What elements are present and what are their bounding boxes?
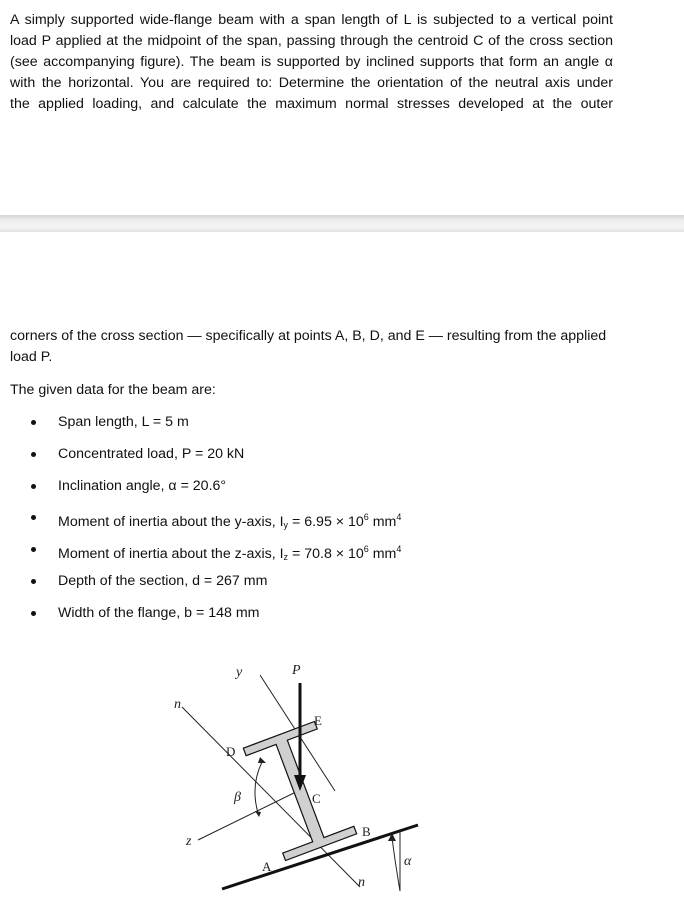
- problem-line: load P applied at the midpoint of the span, passing through the centroid C of the cross section: [10, 33, 613, 49]
- bullet-icon: [31, 420, 36, 425]
- label-n-bottom: n: [358, 875, 365, 890]
- problem-line: (see accompanying figure). The beam is supported by inclined supports that form an angle α: [10, 54, 613, 70]
- label-P: P: [292, 663, 301, 678]
- problem-paragraph-2: corners of the cross section — specifically at points A, B, D, and E — resulting from the applied load P.: [10, 328, 607, 365]
- label-A: A: [262, 859, 272, 874]
- z-axis-line: [198, 790, 300, 840]
- problem-line: A simply supported wide-flange beam with a span length of L is subjected to a vertical point: [10, 12, 613, 28]
- label-y: y: [236, 665, 243, 680]
- problem-line: the applied loading, and calculate the maximum normal stresses developed at the outer: [10, 96, 613, 112]
- bullet-icon: [31, 611, 36, 616]
- given-item: Span length, L = 5 m: [30, 413, 401, 445]
- label-E: E: [314, 713, 322, 728]
- beam-section-figure: [160, 655, 430, 897]
- label-n-top: n: [174, 697, 181, 712]
- given-item: Moment of inertia about the y-axis, $I_y = 6.95 \times 10^6$ $mm^4$: [30, 508, 401, 540]
- given-intro: The given data for the beam are:: [10, 382, 216, 398]
- beta-arrow-head-bottom: [255, 811, 261, 817]
- problem-line: with the horizontal. You are required to: Determine the orientation of the neutral axis under: [10, 75, 613, 91]
- given-item: Depth of the section, d = 267 mm: [30, 572, 401, 604]
- page-divider: [0, 215, 684, 232]
- given-data-list: [30, 413, 401, 636]
- given-item: Inclination angle, α = 20.6°: [30, 477, 401, 509]
- label-D: D: [226, 744, 236, 759]
- label-z: z: [186, 834, 192, 849]
- label-C: C: [312, 791, 321, 806]
- label-beta: β: [234, 790, 241, 805]
- bullet-icon: [31, 452, 36, 457]
- bullet-icon: [31, 547, 36, 552]
- beta-arrow-head-top: [258, 757, 266, 763]
- bullet-icon: [31, 579, 36, 584]
- bullet-icon: [31, 515, 36, 520]
- label-alpha: α: [404, 854, 412, 869]
- given-item: Concentrated load, P = 20 kN: [30, 445, 401, 477]
- label-B: B: [362, 824, 371, 839]
- given-item: Width of the flange, b = 148 mm: [30, 604, 401, 636]
- bullet-icon: [31, 484, 36, 489]
- beta-arc: [255, 760, 263, 813]
- given-item: Moment of inertia about the z-axis, $I_z = 70.8 \times 10^6$ $mm^4$: [30, 540, 401, 572]
- alpha-arc: [392, 837, 400, 891]
